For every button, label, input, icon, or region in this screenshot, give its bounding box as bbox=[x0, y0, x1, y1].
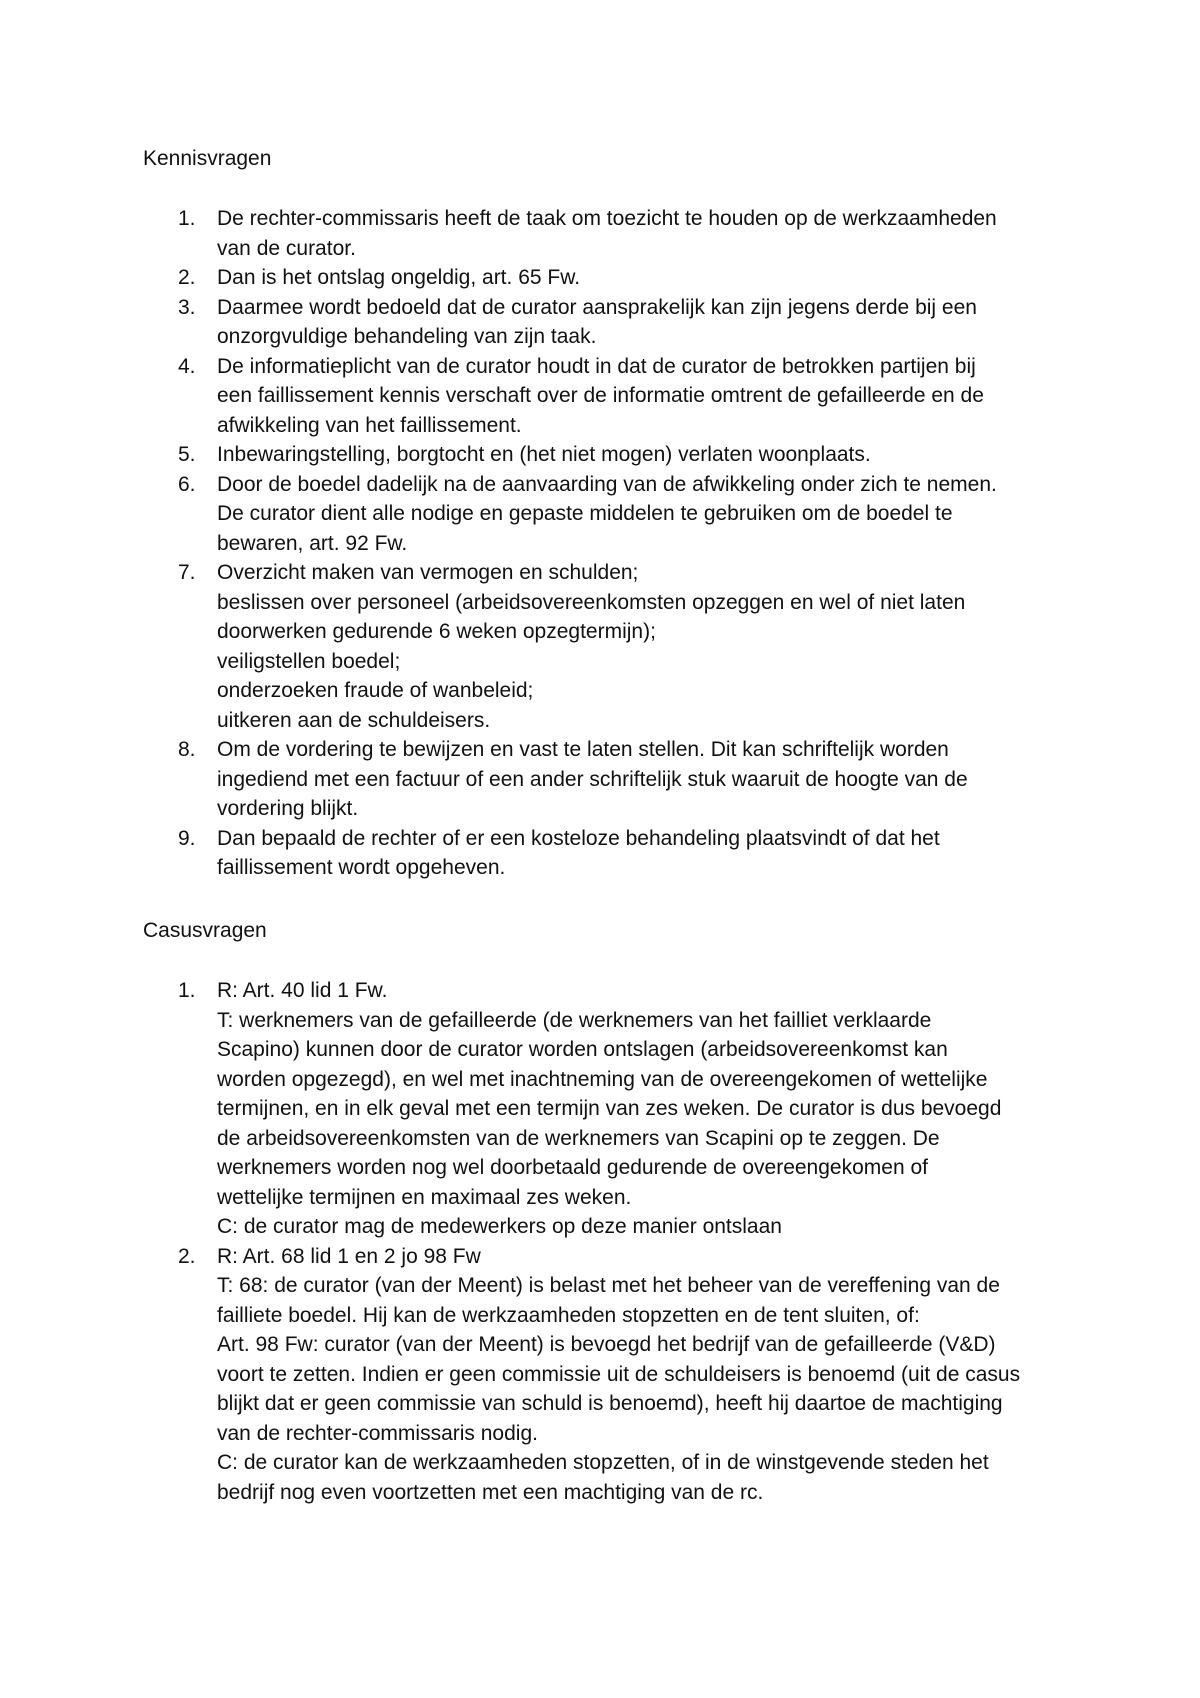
case-question-item bbox=[0, 976, 1067, 1242]
list-item-number: 1. bbox=[178, 979, 196, 1002]
list-item-text-line: afwikkeling van het faillissement. bbox=[217, 413, 522, 437]
list-item-text-line: bewaren, art. 92 Fw. bbox=[217, 531, 408, 555]
list-item-text-line: de arbeidsovereenkomsten van de werknemers van Scapini op te zeggen. De bbox=[217, 1126, 940, 1150]
list-item-text-line: veiligstellen boedel; bbox=[217, 649, 401, 673]
list-item-number: 6. bbox=[178, 472, 196, 496]
list-item-text-line: onderzoeken fraude of wanbeleid; bbox=[217, 679, 534, 702]
list-item-text-line: De curator dient alle nodige en gepaste middelen te gebruiken om de boedel te bbox=[217, 502, 953, 525]
list-item-text-line: T: werknemers van de gefailleerde (de werknemers van het failliet verklaarde bbox=[217, 1008, 932, 1032]
list-item-text-line: blijkt dat er geen commissie van schuld is benoemd), heeft hij daartoe de machtiging bbox=[217, 1392, 1003, 1415]
knowledge-question-item bbox=[0, 470, 1067, 559]
list-item-number: 7. bbox=[178, 561, 196, 584]
list-item-text-line: R: Art. 40 lid 1 Fw. bbox=[217, 979, 388, 1002]
knowledge-question-item bbox=[0, 293, 1067, 352]
case-question-list bbox=[0, 976, 1067, 1507]
list-item-text-line: faillissement wordt opgeheven. bbox=[217, 856, 506, 879]
list-item-text-line: van de curator. bbox=[217, 236, 356, 260]
list-item-text-line: Dan is het ontslag ongeldig, art. 65 Fw. bbox=[217, 266, 581, 289]
list-item-text-line: beslissen over personeel (arbeidsovereenkomsten opzeggen en wel of niet laten bbox=[217, 590, 966, 614]
list-item-text-line: failliete boedel. Hij kan de werkzaamheden stopzetten en de tent sluiten, of: bbox=[217, 1303, 920, 1327]
knowledge-question-item bbox=[0, 824, 1067, 883]
list-item-number: 4. bbox=[178, 354, 196, 378]
knowledge-question-item bbox=[0, 440, 1067, 470]
list-item-number: 1. bbox=[178, 207, 196, 230]
list-item-number: 5. bbox=[178, 443, 196, 466]
list-item-text-line: T: 68: de curator (van der Meent) is belast met het beheer van de vereffening van de bbox=[217, 1274, 1000, 1297]
list-item-text-line: Daarmee wordt bedoeld dat de curator aansprakelijk kan zijn jegens derde bij een bbox=[217, 295, 977, 319]
list-item-text-line: doorwerken gedurende 6 weken opzegtermijn); bbox=[217, 620, 656, 643]
list-item-text-line: Art. 98 Fw: curator (van der Meent) is bevoegd het bedrijf van de gefailleerde (V&D) bbox=[217, 1333, 996, 1356]
list-item-text-line: onzorgvuldige behandeling van zijn taak. bbox=[217, 325, 597, 348]
list-item-text-line: De rechter-commissaris heeft de taak om toezicht te houden op de werkzaamheden bbox=[217, 207, 997, 230]
list-item-text-line: werknemers worden nog wel doorbetaald gedurende de overeengekomen of bbox=[217, 1156, 928, 1179]
list-item-text-line: Inbewaringstelling, borgtocht en (het niet mogen) verlaten woonplaats. bbox=[217, 443, 871, 466]
list-item-text-line: De informatieplicht van de curator houdt in dat de curator de betrokken partijen bij bbox=[217, 354, 976, 378]
knowledge-question-item bbox=[0, 204, 1067, 263]
knowledge-question-item bbox=[0, 558, 1067, 735]
list-item-text-line: bedrijf nog even voortzetten met een machtiging van de rc. bbox=[217, 1480, 764, 1504]
list-item-text-line: wettelijke termijnen en maximaal zes weken. bbox=[217, 1185, 632, 1209]
section-heading-kennisvragen: Kennisvragen bbox=[143, 147, 272, 170]
knowledge-question-item bbox=[0, 263, 1067, 293]
list-item-number: 2. bbox=[178, 1244, 196, 1268]
list-item-text-line: R: Art. 68 lid 1 en 2 jo 98 Fw bbox=[217, 1244, 481, 1268]
list-item-text-line: Overzicht maken van vermogen en schulden; bbox=[217, 561, 639, 584]
list-item-text-line: van de rechter-commissaris nodig. bbox=[217, 1421, 538, 1445]
case-question-item bbox=[0, 1242, 1067, 1508]
list-item-text-line: vordering blijkt. bbox=[217, 797, 359, 820]
list-item-number: 8. bbox=[178, 738, 196, 761]
list-item-number: 9. bbox=[178, 826, 196, 850]
list-item-text-line: uitkeren aan de schuldeisers. bbox=[217, 708, 491, 732]
list-item-text-line: C: de curator kan de werkzaamheden stopzetten, of in de winstgevende steden het bbox=[217, 1451, 989, 1474]
list-item-text-line: Om de vordering te bewijzen en vast te laten stellen. Dit kan schriftelijk worden bbox=[217, 738, 949, 761]
list-item-text-line: termijnen, en in elk geval met een termijn van zes weken. De curator is dus bevoegd bbox=[217, 1097, 1002, 1120]
list-item-number: 2. bbox=[178, 266, 196, 289]
section-heading-casusvragen: Casusvragen bbox=[143, 919, 267, 942]
list-item-text-line: ingediend met een factuur of een ander schriftelijk stuk waaruit de hoogte van de bbox=[217, 767, 968, 791]
list-item-text-line: Door de boedel dadelijk na de aanvaarding van de afwikkeling onder zich te nemen. bbox=[217, 472, 997, 496]
knowledge-question-list bbox=[0, 204, 1067, 883]
list-item-text-line: een faillissement kennis verschaft over de informatie omtrent de gefailleerde en de bbox=[217, 384, 984, 407]
list-item-number: 3. bbox=[178, 295, 196, 319]
list-item-text-line: worden opgezegd), en wel met inachtneming van de overeengekomen of wettelijke bbox=[217, 1067, 988, 1091]
list-item-text-line: voort te zetten. Indien er geen commissie uit de schuldeisers is benoemd (uit de casus bbox=[217, 1362, 1021, 1386]
list-item-text-line: C: de curator mag de medewerkers op deze manier ontslaan bbox=[217, 1215, 782, 1238]
list-item-text-line: Dan bepaald de rechter of er een kosteloze behandeling plaatsvindt of dat het bbox=[217, 826, 940, 850]
knowledge-question-item bbox=[0, 735, 1067, 824]
list-item-text-line: Scapino) kunnen door de curator worden ontslagen (arbeidsovereenkomst kan bbox=[217, 1038, 948, 1061]
knowledge-question-item bbox=[0, 352, 1067, 441]
